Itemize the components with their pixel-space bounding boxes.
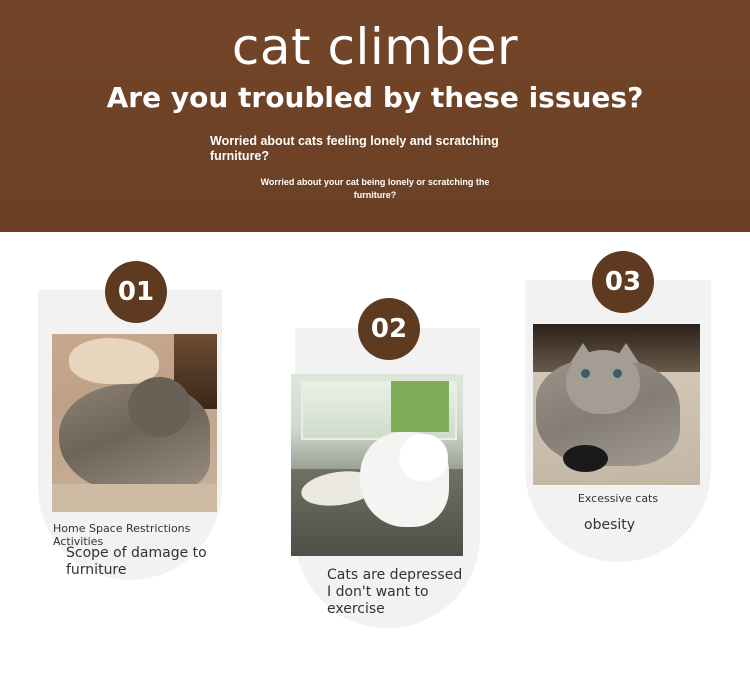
issue-caption-main-1: Scope of damage to furniture [66, 545, 207, 578]
issue-caption-small-3: Excessive cats [577, 492, 659, 505]
cat-photo-2 [291, 374, 463, 556]
cat-photo-3 [533, 324, 700, 485]
issue-caption-main-2: Cats are depressed I don't want to exercise [327, 567, 463, 617]
issue-caption-small-1: Home Space Restrictions Activities [53, 522, 191, 548]
page-subtitle: Are you troubled by these issues? [106, 81, 644, 114]
cat-photo-1 [52, 334, 217, 512]
issue-badge-2: 02 [358, 298, 420, 360]
page-title: cat climber [231, 18, 519, 76]
issue-badge-3: 03 [592, 251, 654, 313]
header-lead-text: Worried about cats feeling lonely and scratching furniture? [210, 134, 499, 163]
issue-caption-main-3: obesity [584, 517, 636, 533]
issue-cards-section [0, 232, 750, 674]
issue-badge-1: 01 [105, 261, 167, 323]
header-banner [0, 0, 750, 232]
header-lead-secondary-text: Worried about your cat being lonely or scratching the furniture? [260, 177, 490, 200]
